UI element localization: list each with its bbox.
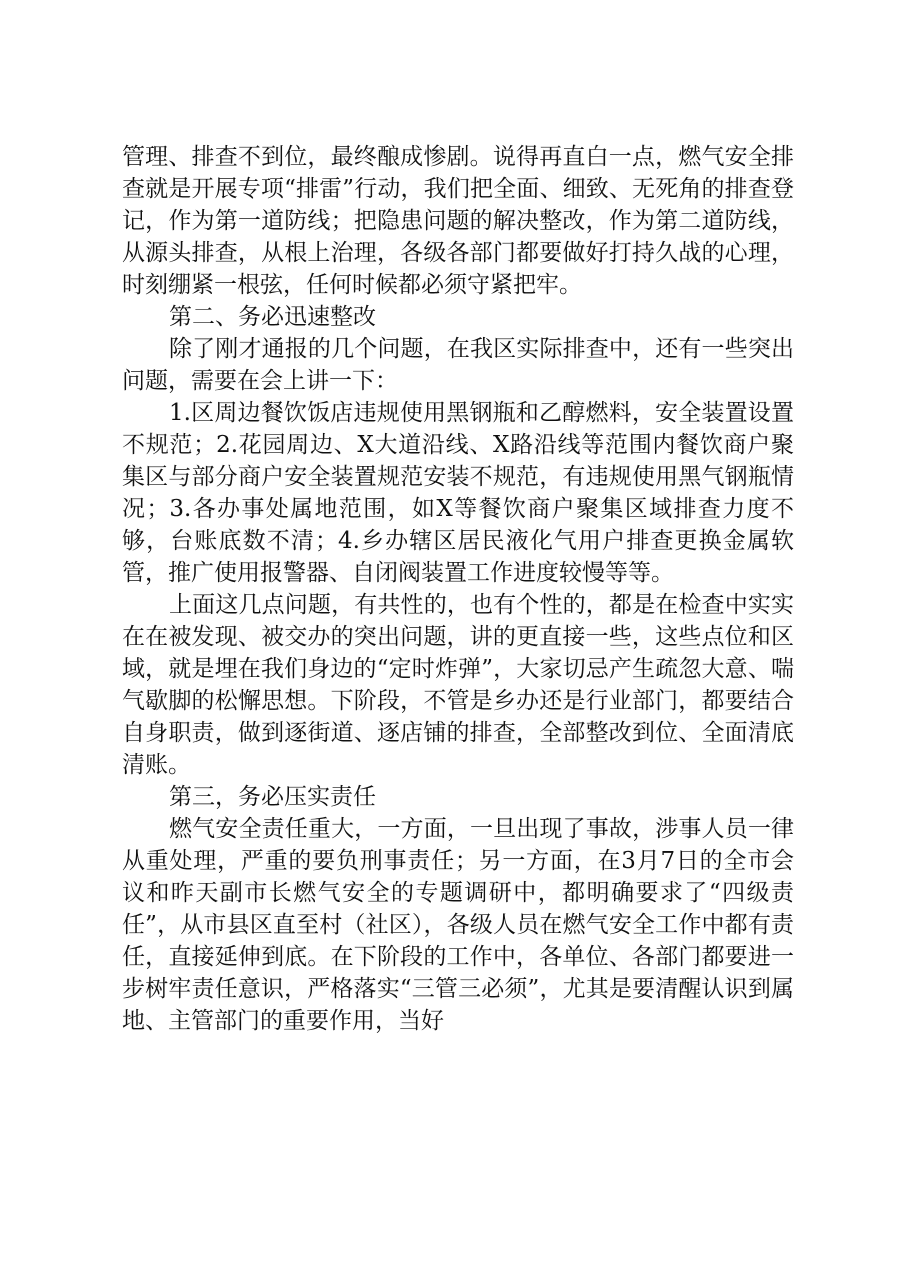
document-page — [122, 141, 794, 1037]
section-heading-second: 第二、务必迅速整改 — [169, 304, 376, 330]
paragraph-issue-list: 1.区周边餐饮饭店违规使用黑钢瓶和乙醇燃料，安全装置设置不规范；2.花园周边、X大道沿线、X路沿线等范围内餐饮商户聚集区与部分商户安全装置规范安装不规范，有违规使用黑气钢瓶情况；3.各办事处属地范围，如X等餐饮商户聚集区域排查力度不够，台账底数不清；4.乡办辖区居民液化气用户排查更换金属软管，推广使用报警器、自闭阀装置工作进度较慢等等。 — [122, 400, 794, 586]
section-heading-third: 第三，务必压实责任 — [169, 784, 376, 810]
paragraph-intro-issues: 除了刚才通报的几个问题，在我区实际排查中，还有一些突出问题，需要在会上讲一下： — [122, 336, 794, 394]
paragraph-responsibility: 燃气安全责任重大，一方面，一旦出现了事故，涉事人员一律从重处理，严重的要负刑事责任；另一方面，在3月7日的全市会议和昨天副市长燃气安全的专题调研中，都明确要求了“四级责任”，从市县区直至村（社区），各级人员在燃气安全工作中都有责任，直接延伸到底。在下阶段的工作中，各单位、各部门都要进一步树牢责任意识，严格落实“三管三必须”，尤其是要清醒认识到属地、主管部门的重要作用，当好 — [122, 816, 794, 1034]
paragraph-issue-summary: 上面这几点问题，有共性的，也有个性的，都是在检查中实实在在被发现、被交办的突出问题，讲的更直接一些，这些点位和区域，就是埋在我们身边的“定时炸弹”，大家切忌产生疏忽大意、喘气歇脚的松懈思想。下阶段，不管是乡办还是行业部门，都要结合自身职责，做到逐街道、逐店铺的排查，全部整改到位、全面清底清账。 — [122, 592, 794, 778]
paragraph-continuation: 管理、排查不到位，最终酿成惨剧。说得再直白一点，燃气安全排查就是开展专项“排雷”行动，我们把全面、细致、无死角的排查登记，作为第一道防线；把隐患问题的解决整改，作为第二道防线，从源头排查，从根上治理，各级各部门都要做好打持久战的心理，时刻绷紧一根弦，任何时候都必须守紧把牢。 — [122, 144, 794, 298]
